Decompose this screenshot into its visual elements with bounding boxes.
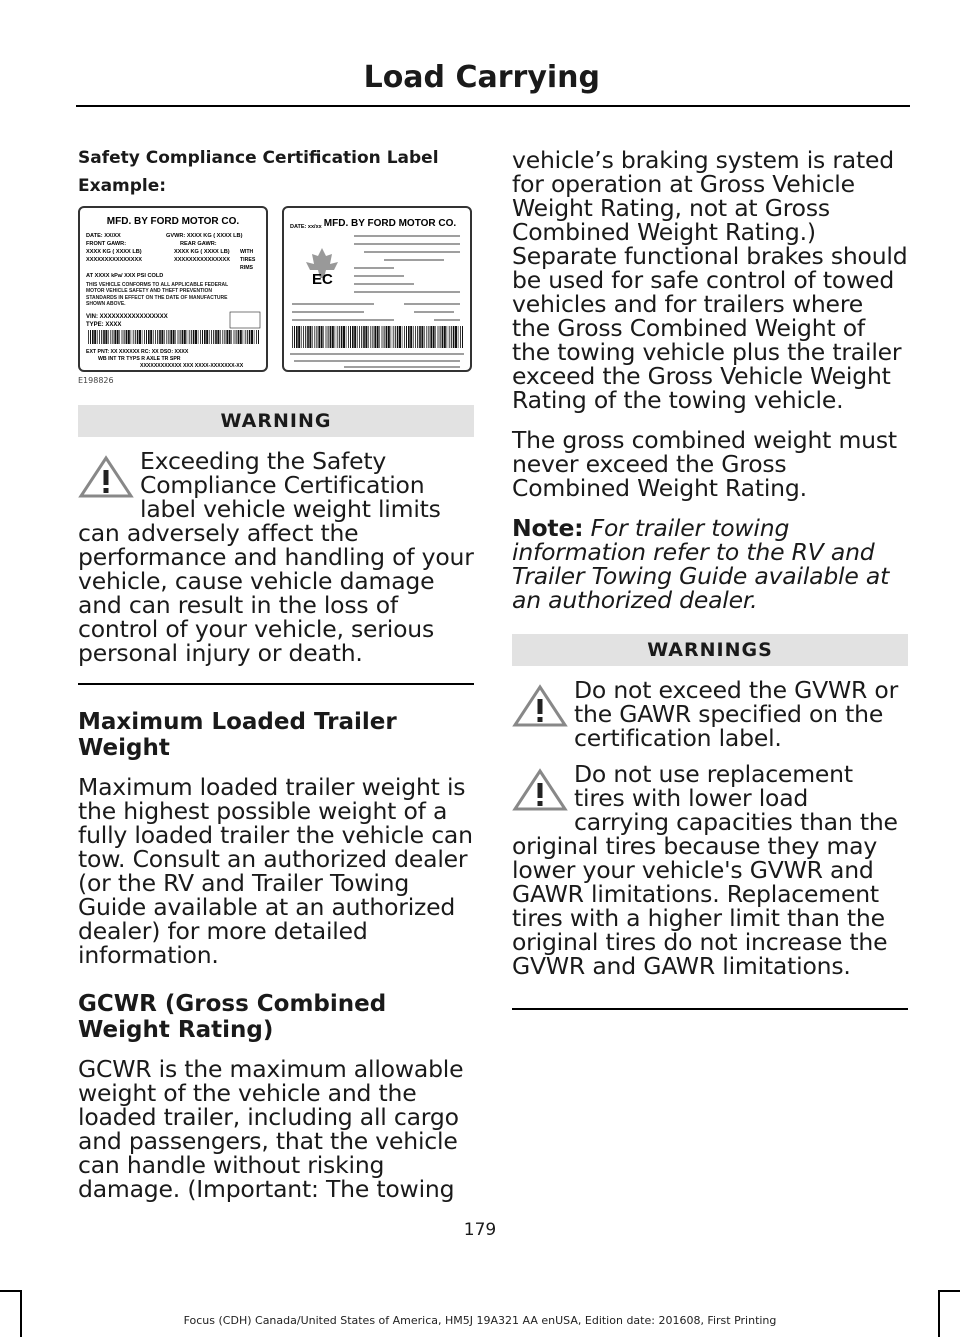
max-trailer-text: Maximum loaded trailer weight is the highest possible weight of a fully loaded trailer the vehicle can tow. Consult an authorized dealer (or the RV and Trailer Towing Guide available at an authorized dealer) for more detailed information. bbox=[78, 773, 473, 969]
gcwr-heading: GCWR (Gross Combined Weight Rating) bbox=[78, 991, 387, 1043]
warnings-item-1-text: Do not exceed the GVWR or the GAWR specified on the certification label. bbox=[574, 676, 899, 752]
svg-text:AT XXXX kPa/ XXX PSI COLD: AT XXXX kPa/ XXX PSI COLD bbox=[86, 273, 164, 279]
svg-text:EXT PNT: XX XXXXXX RC: XX DSO:: EXT PNT: XX XXXXXX RC: XX DSO: XXXX bbox=[86, 349, 189, 355]
warnings-item-1 bbox=[512, 678, 908, 750]
certification-label-us bbox=[78, 206, 268, 372]
label-section-heading: Safety Compliance Certification Label bbox=[78, 148, 439, 168]
max-trailer-heading: Maximum Loaded Trailer Weight bbox=[78, 709, 397, 761]
warnings-end-rule bbox=[512, 1008, 908, 1010]
warning-triangle-icon bbox=[78, 455, 134, 499]
svg-text:XXXX KG ( XXXX LB): XXXX KG ( XXXX LB) bbox=[86, 249, 142, 255]
warning-title-bar: WARNING bbox=[78, 405, 474, 437]
svg-text:TYPE: XXXX: TYPE: XXXX bbox=[86, 322, 122, 328]
svg-text:GVWR: XXXX KG ( XXXX LB): GVWR: XXXX KG ( XXXX LB) bbox=[166, 233, 243, 239]
page-number: 179 bbox=[463, 1220, 497, 1240]
svg-text:TIRES: TIRES bbox=[240, 257, 256, 263]
crop-mark-left bbox=[20, 1290, 22, 1337]
label-ca-barcode bbox=[292, 326, 463, 348]
svg-text:REAR GAWR:: REAR GAWR: bbox=[180, 241, 217, 247]
warnings-title-bar: WARNINGS bbox=[512, 634, 908, 666]
left-column bbox=[78, 148, 474, 1217]
footer-text: Focus (CDH) Canada/United States of America, HM5J 19A321 AA enUSA, Edition date: 201608, First Printing bbox=[183, 1314, 777, 1327]
page-header-title: Load Carrying bbox=[363, 60, 600, 95]
svg-text:DATE: xx/xx: DATE: xx/xx bbox=[290, 224, 322, 230]
crop-mark-right bbox=[938, 1290, 940, 1337]
gcwr-text: GCWR is the maximum allowable weight of the vehicle and the loaded trailer, including all cargo and passengers, that the vehicle can handle without risking damage. (Important: The towing bbox=[78, 1055, 464, 1203]
svg-text:EC: EC bbox=[312, 271, 333, 288]
warning-block bbox=[78, 449, 474, 665]
warnings-item-2-text: Do not use replacement tires with lower load carrying capacities than the original tires because they may lower your vehicle's GVWR and GAWR limitations. Replacement tires with a higher limit than the original tires do not increase the GVWR and GAWR limitations. bbox=[512, 760, 898, 980]
svg-text:XXXXXXXXXXXX XXX XXXX-XXXXXXX-: XXXXXXXXXXXX XXX XXXX-XXXXXXX-XX bbox=[140, 363, 244, 369]
warnings-item-2 bbox=[512, 762, 908, 978]
svg-text:WB INT TR TYPS R AXLE TR SPR: WB INT TR TYPS R AXLE TR SPR bbox=[98, 356, 181, 362]
label-us-barcode bbox=[88, 330, 259, 344]
certification-label-ca bbox=[282, 206, 472, 372]
example-label: Example: bbox=[78, 176, 167, 196]
warning-triangle-icon bbox=[512, 768, 568, 812]
maple-leaf-icon bbox=[306, 248, 338, 288]
svg-text:XXXXXXXXXXXXXXX: XXXXXXXXXXXXXXX bbox=[174, 257, 230, 263]
label-ca-maker: MFD. BY FORD MOTOR CO. bbox=[323, 218, 457, 229]
svg-text:RIMS: RIMS bbox=[240, 265, 253, 271]
certification-label-ca-drawing bbox=[284, 208, 470, 370]
warning-end-rule bbox=[78, 683, 474, 685]
gcw-paragraph: The gross combined weight must never exceed the Gross Combined Weight Rating. bbox=[512, 426, 897, 502]
image-code: E198826 bbox=[78, 376, 114, 385]
warning-text: Exceeding the Safety Compliance Certification label vehicle weight limits can adversely affect the performance and handling of your vehicle, cause vehicle damage and can result in the loss of control of your vehicle, serious personal injury or death. bbox=[78, 447, 474, 667]
label-us-maker: MFD. BY FORD MOTOR CO. bbox=[106, 216, 240, 227]
svg-text:DATE: XX/XX: DATE: XX/XX bbox=[86, 233, 121, 239]
crop-mark-right-h bbox=[938, 1290, 960, 1292]
note-text: For trailer towing information refer to the RV and Trailer Towing Guide available at an authorized dealer. bbox=[512, 514, 890, 614]
certification-label-us-drawing: MFD. BY FORD MOTOR CO. DATE: XX/XX GVWR: XXXX KG ( XXXX LB) FRONT GAWR: REAR GAWR: XXXX KG ( XXXX LB) XXXX KG ( XXXX LB) XXXXXXXXXXXXXXX XXXXXXXXXXXXXXX WITH TIRES RIMS AT XXXX kPa/ XXX PSI COLD THIS VEHICLE CONFORMS TO ALL APPLICABLE FEDERAL MOTOR VEHICLE SAFETY AND THEFT PREVENTION STANDARDS IN EFFECT ON THE DATE OF MANUFACTURE SHOWN ABOVE. VIN: XXXXXXXXXXXXXXXXX TYPE: XXXX EXT PNT: XX XXXXXX RC: XX DSO: XXXX WB INT TR TYPS R AXLE TR SPR XXXXXXXXXXXX XXX XXXX-XXXXXXX-XX bbox=[80, 208, 266, 370]
note-label: Note: bbox=[512, 514, 584, 542]
warning-triangle-icon bbox=[512, 684, 568, 728]
crop-mark-left-h bbox=[0, 1290, 22, 1292]
svg-text:XXXXXXXXXXXXXXX: XXXXXXXXXXXXXXX bbox=[86, 257, 142, 263]
right-column bbox=[512, 148, 908, 1010]
svg-text:VIN: XXXXXXXXXXXXXXXXX: VIN: XXXXXXXXXXXXXXXXX bbox=[86, 314, 168, 320]
header-divider bbox=[76, 105, 910, 107]
svg-text:WITH: WITH bbox=[240, 249, 254, 255]
braking-paragraph: vehicle’s braking system is rated for operation at Gross Vehicle Weight Rating, not at Gross Combined Weight Rating.) Separate functional brakes should be used for safe control of towed vehicles and for trailers where the Gross Combined Weight of the towing vehicle plus the trailer exceed the Gross Vehicle Weight Rating of the towing vehicle. bbox=[512, 146, 908, 414]
svg-text:XXXX KG ( XXXX LB): XXXX KG ( XXXX LB) bbox=[174, 249, 230, 255]
svg-text:FRONT GAWR:: FRONT GAWR: bbox=[86, 241, 127, 247]
certification-label-images bbox=[78, 206, 474, 372]
note-paragraph bbox=[512, 516, 908, 612]
